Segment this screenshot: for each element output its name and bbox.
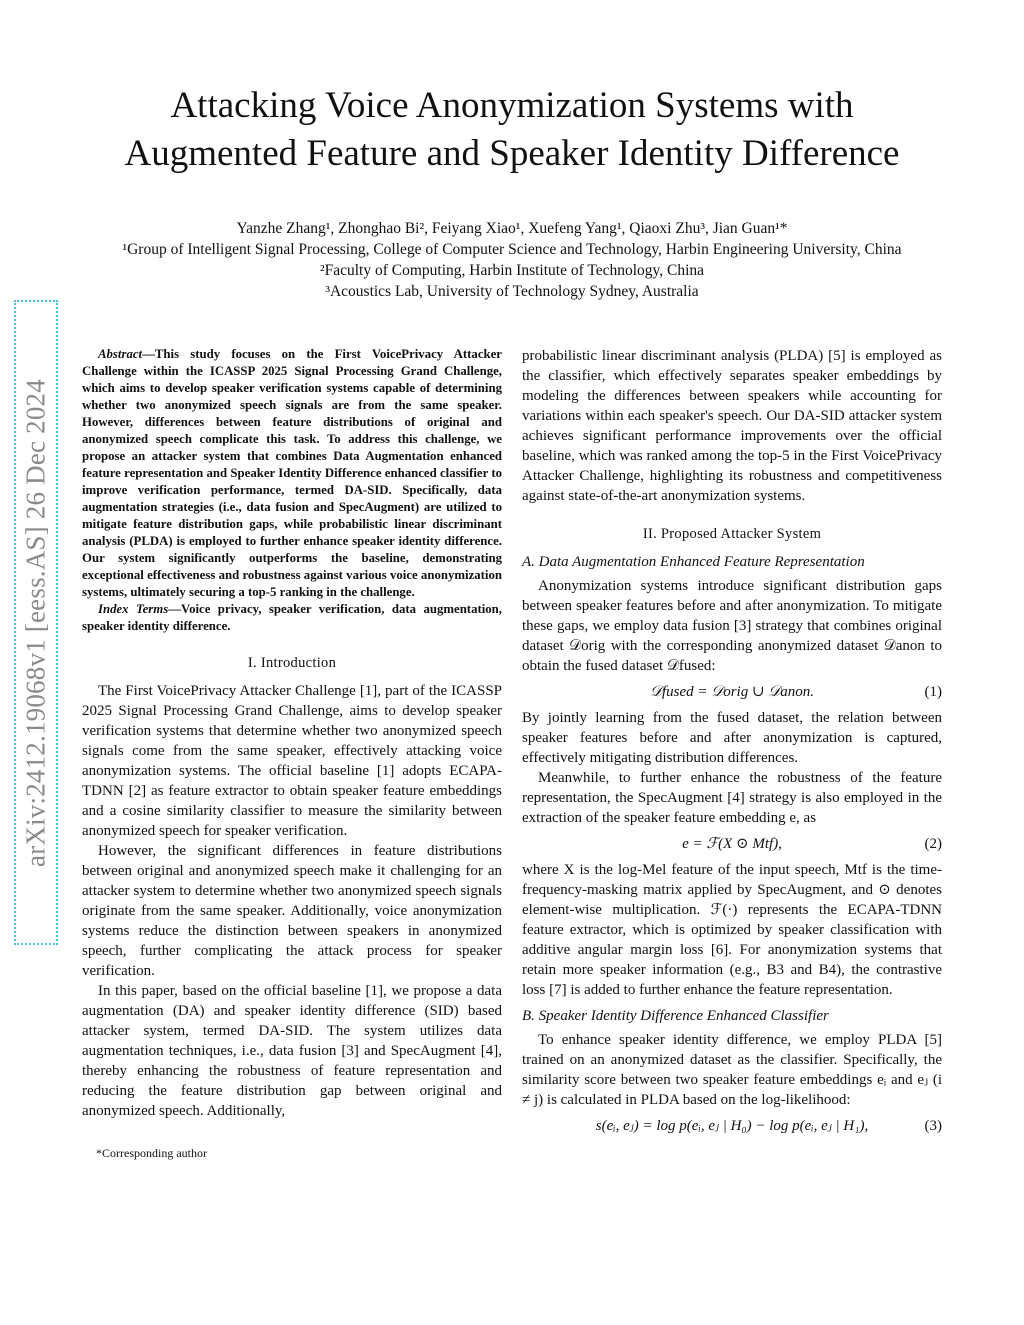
abstract-text: —This study focuses on the First VoicePrivacy Attacker Challenge within the ICASSP 2025 Signal Processing Grand Challenge, which aims to develop speaker verification systems capable of determining whether two anonymized speech signals are from the same speaker. However, differences between feature distributions of original and anonymized speech complicate this task. To address this challenge, we propose an attacker system that combines Data Augmentation enhanced feature representation and Speaker Identity Difference enhanced classifier to improve verification performance, termed DA-SID. Specifically, data augmentation strategies (i.e., data fusion and SpecAugment) are utilized to mitigate feature distribution gaps, while probabilistic linear discriminant analysis (PLDA) is employed to further enhance speaker identity difference. Our system significantly outperforms the baseline, demonstrating exceptional effectiveness and robustness against various voice anonymization systems, ultimately securing a top-5 ranking in the challenge.	[82, 347, 502, 599]
intro-paragraph-3: In this paper, based on the official baseline [1], we propose a data augmentation (DA) and speaker identity difference (SID) based attacker system, termed DA-SID. The system utilizes data augmentation techniques, i.e., data fusion [3] and SpecAugment [4], thereby enhancing the robustness of feature representation and reducing the feature distribution gap between original and anonymized speech. Additionally,	[82, 983, 502, 1119]
author-list: Yanzhe Zhang¹, Zhonghao Bi², Feiyang Xiao¹, Xuefeng Yang¹, Qiaoxi Zhu³, Jian Guan¹*	[236, 220, 788, 237]
index-terms-text: —Voice privacy, speaker verification, data augmentation, speaker identity difference.	[82, 602, 503, 633]
subsection-b-paragraph-1: To enhance speaker identity difference, we employ PLDA [5] trained on an anonymized dataset as the classifier. Specifically, the similarity score between two speaker feature embeddings eᵢ and eⱼ (i ≠ j) is calculated in PLDA based on the log-likelihood:	[522, 1032, 942, 1108]
equation-3-body: s(eᵢ, eⱼ) = log p(eᵢ, eⱼ | H₀) − log p(eᵢ, eⱼ | H₁),	[595, 1118, 869, 1134]
equation-3-number: (3)	[924, 1118, 942, 1134]
affiliation-1: ¹Group of Intelligent Signal Processing, College of Computer Science and Technology, Harbin Engineering University, China	[122, 241, 902, 258]
right-paragraph-0: probabilistic linear discriminant analysis (PLDA) [5] is employed as the classifier, which effectively separates speaker embeddings by modeling the differences between speakers while accounting for variations within each speaker's speech. Our DA-SID attacker system achieves significant performance improvements over the official baseline, which was ranked among the top-5 in the First VoicePrivacy Attacker Challenge, highlighting its robustness and competitiveness against state-of-the-art anonymization systems.	[522, 348, 942, 504]
equation-1-body: 𝒟fused = 𝒟orig ∪ 𝒟anon.	[649, 684, 815, 700]
index-terms	[82, 601, 502, 635]
equation-3	[522, 1114, 942, 1138]
abstract	[82, 346, 502, 601]
arxiv-stamp[interactable]	[14, 300, 58, 945]
equation-1-number: (1)	[924, 684, 942, 700]
affiliation-3: ³Acoustics Lab, University of Technology Sydney, Australia	[325, 283, 699, 300]
right-column	[522, 346, 942, 1142]
subsection-b-heading: B. Speaker Identity Difference Enhanced Classifier	[522, 1008, 829, 1024]
section-heading-proposed: II. Proposed Attacker System	[642, 526, 822, 542]
section-heading-introduction: I. Introduction	[247, 655, 337, 671]
subsection-a-heading: A. Data Augmentation Enhanced Feature Representation	[522, 554, 865, 570]
author-block	[40, 218, 984, 302]
intro-paragraph-2: However, the significant differences in feature distributions between original and anonymized speech make it challenging for an attacker system to determine whether two anonymized speech signals originate from the same speaker. Additionally, voice anonymization systems reduce the distinction between speakers in anonymized speech, further complicating the attack process for speaker verification.	[82, 843, 502, 979]
abstract-heading: Abstract	[98, 347, 143, 361]
equation-2	[522, 832, 942, 856]
index-terms-heading: Index Terms	[98, 602, 169, 616]
affiliation-2: ²Faculty of Computing, Harbin Institute of Technology, China	[319, 262, 705, 279]
intro-paragraph-1: The First VoicePrivacy Attacker Challenge [1], part of the ICASSP 2025 Signal Processing Grand Challenge, aims to develop speaker verification systems that determine whether two anonymized speech signals come from the same speaker, effectively attacking voice anonymization systems. The official baseline [1] adopts ECAPA-TDNN [2] as feature extractor to obtain speaker feature embeddings and a cosine similarity classifier to measure the similarity between anonymized speech for speaker verification.	[82, 683, 502, 839]
subsection-a-paragraph-2: By jointly learning from the fused dataset, the relation between speaker features before and after anonymization is captured, effectively mitigating distribution differences.	[522, 710, 942, 766]
arxiv-id: arXiv:2412.19068v1 [eess.AS] 26 Dec 2024	[20, 378, 51, 867]
equation-2-number: (2)	[924, 836, 942, 852]
subsection-a-paragraph-4: where X is the log-Mel feature of the input speech, Mtf is the time-frequency-masking matrix applied by SpecAugment, and ⊙ denotes element-wise multiplication. ℱ(·) represents the ECAPA-TDNN feature extractor, which is optimized by speaker classification with additive angular margin loss [6]. For anonymization systems that retain more speaker information (e.g., B3 and B4), the contrastive loss [7] is added to further enhance the feature representation.	[522, 862, 942, 998]
subsection-a-paragraph-3: Meanwhile, to further enhance the robustness of the feature representation, the SpecAugment [4] strategy is also employed in the extraction of the speaker feature embedding e, as	[522, 770, 942, 826]
equation-2-body: e = ℱ(X ⊙ Mtf),	[682, 836, 782, 852]
title-line-2: Augmented Feature and Speaker Identity Difference	[124, 133, 900, 174]
footnote: *Corresponding author	[96, 1146, 207, 1160]
title-line-1: Attacking Voice Anonymization Systems with	[170, 85, 854, 126]
subsection-a-paragraph-1: Anonymization systems introduce significant distribution gaps between speaker features before and after anonymization. To mitigate these gaps, we employ data fusion [3] strategy that combines original dataset 𝒟orig with the corresponding anonymized dataset 𝒟anon to obtain the fused dataset 𝒟fused:	[522, 578, 942, 674]
paper-title	[40, 82, 984, 178]
equation-1	[522, 680, 942, 704]
left-column	[82, 346, 502, 1163]
